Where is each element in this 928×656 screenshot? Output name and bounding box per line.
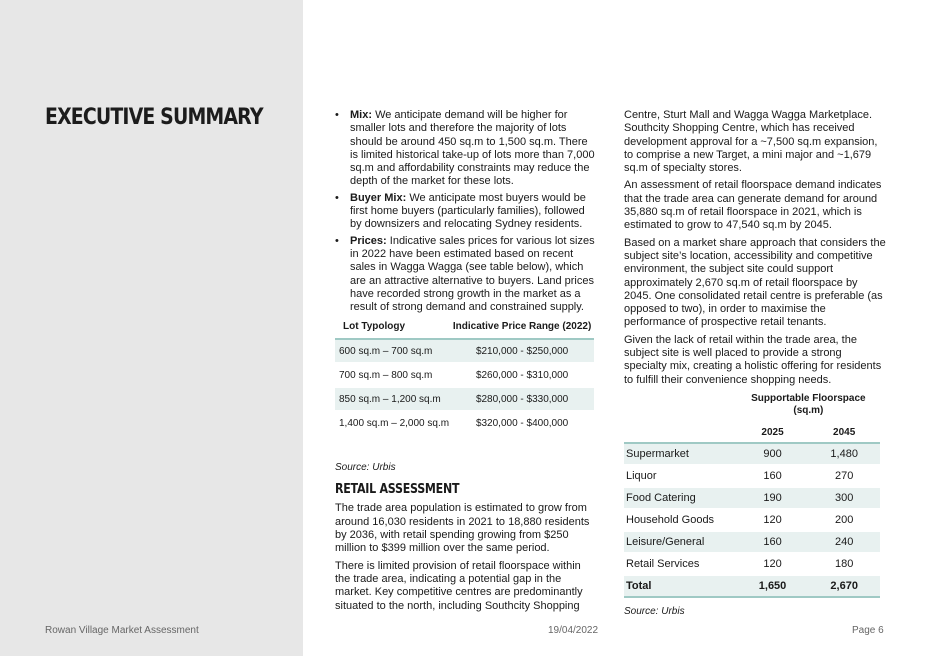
table-row [335,339,594,363]
retail-assessment-heading: RETAIL ASSESSMENT [335,482,460,498]
bullet-label: Prices: [350,234,387,247]
table-row [624,465,880,487]
range-cell: $320,000 - $400,000 [450,411,594,435]
bullet-text: We anticipate demand will be higher for smaller lots and therefore the majority of lots should be around 450 sq.m to 1,500 sq.m. There is limited historical take-up of lots more than 7,000 sq.m and affordability constraints may reduce the depth of the market for these lots. [350,109,595,188]
category-cell: Food Catering [624,487,737,509]
header-year-2045: 2045 [808,421,880,443]
retail-paragraph: Based on a market share approach that considers the subject site’s location, accessibility and competitive environment, the subject site could support approximately 2,670 sq.m of retail floorspace by 2045. One consolidated retail centre is preferable (as opposed to two), in order to maximise the performance of prospective retail tenants. [624,236,886,329]
range-cell: $210,000 - $250,000 [450,339,594,363]
bullet-label: Buyer Mix: [350,191,407,204]
blank-header [624,391,737,421]
category-cell: Leisure/General [624,531,737,553]
footer-page-number: Page 6 [852,625,884,636]
table-row [335,363,594,387]
value-cell: 200 [808,509,880,531]
table-row [624,487,880,509]
category-cell: Liquor [624,465,737,487]
header-line: Supportable Floorspace [751,392,866,404]
category-cell: Supermarket [624,443,737,465]
value-cell: 190 [737,487,809,509]
value-cell: 300 [808,487,880,509]
header-lot-typology: Lot Typology [335,317,450,339]
lot-cell: 600 sq.m – 700 sq.m [335,339,450,363]
table-total-row [624,575,880,597]
bullet-text: We anticipate most buyers would be first home buyers (particularly families), followed by downsizers and relocating Sydney residents. [350,191,586,231]
bullet-text: Indicative sales prices for various lot sizes in 2022 have been estimated based on recent sales in Wagga Wagga (see table below), which are an attractive alternative to buyers. Land prices have recorded strong growth in the market as a result of strong demand and constrained supply. [350,234,595,314]
lot-cell: 700 sq.m – 800 sq.m [335,363,450,387]
sidebar-panel [0,0,303,656]
footer-date: 19/04/2022 [548,625,599,636]
table-row [335,387,594,411]
table-row [624,509,880,531]
value-cell: 120 [737,509,809,531]
floorspace-table-source: Source: Urbis [624,605,685,617]
value-cell: 2,670 [808,575,880,597]
category-cell: Household Goods [624,509,737,531]
table-row [624,531,880,553]
lot-cell: 1,400 sq.m – 2,000 sq.m [335,411,450,435]
column-left [335,109,597,617]
price-table [335,317,594,436]
value-cell: 1,650 [737,575,809,597]
value-cell: 120 [737,553,809,575]
value-cell: 900 [737,443,809,465]
header-year-2025: 2025 [737,421,809,443]
bullet-label: Mix: [350,109,372,121]
table-row [624,443,880,465]
table-row [335,411,594,435]
bullet-mix [335,109,597,189]
header-supportable-floorspace [737,391,880,421]
value-cell: 1,480 [808,443,880,465]
price-table-source: Source: Urbis [335,462,396,474]
lot-cell: 850 sq.m – 1,200 sq.m [335,387,450,411]
header-price-range: Indicative Price Range (2022) [450,317,594,339]
category-cell: Retail Services [624,553,737,575]
value-cell: 160 [737,465,809,487]
value-cell: 240 [808,531,880,553]
bullet-prices [335,235,597,315]
range-cell: $260,000 - $310,000 [450,363,594,387]
range-cell: $280,000 - $330,000 [450,387,594,411]
column-right [624,109,886,617]
market-bullets [335,109,597,314]
bullet-buyer-mix [335,192,597,232]
header-line: (sq.m) [793,404,824,416]
value-cell: 160 [737,531,809,553]
category-cell: Total [624,575,737,597]
value-cell: 180 [808,553,880,575]
blank-header [624,421,737,443]
footer-document-name: Rowan Village Market Assessment [45,625,199,636]
retail-paragraph: The trade area population is estimated to grow from around 16,030 residents in 2021 to 18,880 residents by 2036, with retail spending growing from $250 million to $399 million over the same period. [335,502,590,555]
retail-paragraph: Centre, Sturt Mall and Wagga Wagga Marketplace. Southcity Shopping Centre, which has received development approval for a ~7,500 sq.m expansion, to comprise a new Target, a mini major and ~1,679 sq.m of specialty stores. [624,109,878,175]
page-title: EXECUTIVE SUMMARY [45,105,263,130]
retail-paragraph: An assessment of retail floorspace demand indicates that the trade area can generate demand for around 35,880 sq.m of retail floorspace in 2021, which is estimated to grow to 47,540 sq.m by 2045. [624,179,882,232]
value-cell: 270 [808,465,880,487]
retail-paragraph: Given the lack of retail within the trade area, the subject site is well placed to provide a strong specialty mix, creating a holistic offering for residents to fulfill their convenience shopping needs. [624,333,882,386]
floorspace-table [624,391,880,598]
table-row [624,553,880,575]
retail-paragraph: There is limited provision of retail floorspace within the trade area, indicating a potential gap in the market. Key competitive centres are predominantly situated to the north, including Southcity Shopping [335,559,583,612]
